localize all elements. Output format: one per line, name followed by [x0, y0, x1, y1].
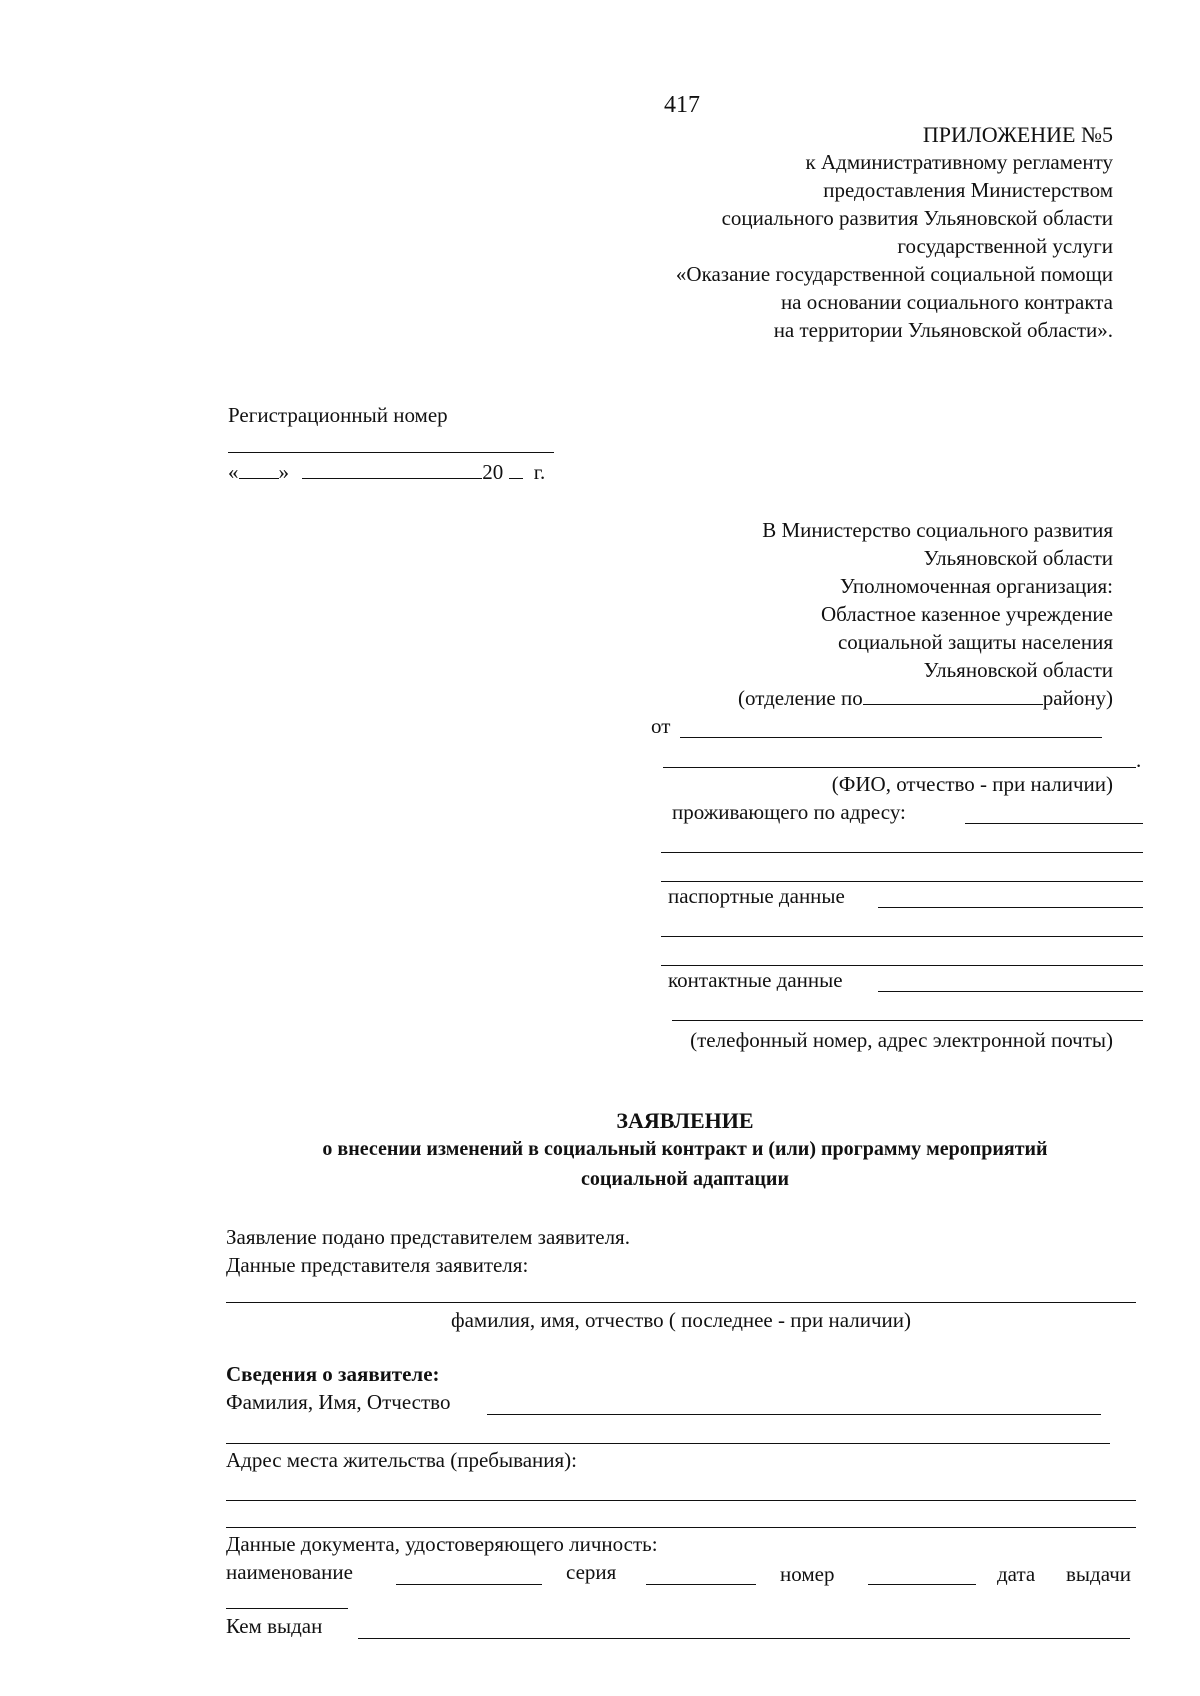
registration-date — [228, 460, 545, 485]
date-open-quote: « — [228, 460, 239, 484]
appendix-title: ПРИЛОЖЕНИЕ №5 — [922, 122, 1113, 147]
representative-name-field[interactable] — [226, 1302, 1136, 1303]
registration-number-field[interactable] — [228, 452, 554, 453]
passport-field-1[interactable] — [878, 907, 1143, 908]
id-document-label: Данные документа, удостоверяющего личность: — [226, 1532, 658, 1556]
date-day-field[interactable] — [239, 460, 279, 479]
addressee-line: В Министерство социального развития — [762, 518, 1113, 542]
passport-field-3[interactable] — [661, 965, 1143, 966]
branch-prefix: (отделение по — [737, 686, 863, 710]
statement-subtitle: о внесении изменений в социальный контракт и (или) программу мероприятий — [322, 1138, 1048, 1160]
applicant-address-field-2[interactable] — [226, 1527, 1136, 1528]
from-label: от — [651, 714, 671, 738]
contacts-field-1[interactable] — [878, 991, 1143, 992]
appendix-line: государственной услуги — [897, 234, 1113, 258]
issue-date-label-2: выдачи — [1066, 1562, 1131, 1586]
issued-by-field[interactable] — [358, 1638, 1130, 1639]
representative-data-label: Данные представителя заявителя: — [226, 1253, 529, 1277]
series-label: серия — [566, 1560, 617, 1584]
appendix-line: предоставления Министерством — [823, 178, 1113, 202]
contacts-note: (телефонный номер, адрес электронной почты) — [690, 1028, 1113, 1052]
page-number: 417 — [664, 92, 700, 118]
fio-note: (ФИО, отчество - при наличии) — [831, 772, 1113, 796]
series-field[interactable] — [646, 1584, 756, 1585]
applicant-name-field-1[interactable] — [487, 1414, 1101, 1415]
date-close-quote: » — [278, 460, 289, 484]
registration-label: Регистрационный номер — [228, 403, 448, 427]
issue-date-field[interactable] — [226, 1608, 348, 1609]
applicant-name-field-2[interactable] — [226, 1443, 1110, 1444]
address-field-3[interactable] — [661, 881, 1143, 882]
passport-label: паспортные данные — [668, 884, 845, 908]
addressee-line: социальной защиты населения — [837, 630, 1113, 654]
contacts-label: контактные данные — [668, 968, 843, 992]
from-field-period: . — [1136, 748, 1142, 772]
date-year-field[interactable] — [509, 460, 523, 479]
addressee-line: Ульяновской области — [923, 658, 1113, 682]
branch-district-field[interactable] — [863, 686, 1043, 705]
from-field-1[interactable] — [680, 737, 1102, 738]
passport-field-2[interactable] — [661, 936, 1143, 937]
applicant-address-label: Адрес места жительства (пребывания): — [226, 1448, 578, 1472]
appendix-line: «Оказание государственной социальной помощи — [675, 262, 1113, 286]
addressee-line: Областное казенное учреждение — [820, 602, 1113, 626]
doc-name-field[interactable] — [396, 1584, 542, 1585]
from-field-2[interactable] — [663, 767, 1136, 768]
statement-title: ЗАЯВЛЕНИЕ — [616, 1108, 754, 1133]
contacts-field-2[interactable] — [672, 1020, 1143, 1021]
branch-suffix: району) — [1042, 686, 1113, 710]
addressee-line: Уполномоченная организация: — [839, 574, 1113, 598]
appendix-line: к Административному регламенту — [805, 150, 1113, 174]
date-year-prefix: 20 — [482, 460, 504, 484]
appendix-line: на основании социального контракта — [780, 290, 1113, 314]
representative-caption: фамилия, имя, отчество ( последнее - при наличии) — [451, 1308, 911, 1332]
applicant-address-field-1[interactable] — [226, 1500, 1136, 1501]
representative-note: Заявление подано представителем заявителя. — [226, 1225, 630, 1249]
statement-subtitle: социальной адаптации — [581, 1168, 789, 1190]
branch-line — [738, 686, 1113, 711]
issued-by-label: Кем выдан — [226, 1614, 323, 1638]
number-label: номер — [780, 1562, 835, 1586]
number-field[interactable] — [868, 1584, 976, 1585]
issue-date-label: дата — [997, 1562, 1036, 1586]
address-field-2[interactable] — [661, 852, 1143, 853]
date-year-suffix: г. — [533, 460, 546, 484]
appendix-line: на территории Ульяновской области». — [773, 318, 1113, 342]
addressee-line: Ульяновской области — [923, 546, 1113, 570]
address-label: проживающего по адресу: — [672, 800, 906, 824]
applicant-heading: Сведения о заявителе: — [226, 1362, 440, 1386]
appendix-line: социального развития Ульяновской области — [721, 206, 1113, 230]
address-field-1[interactable] — [965, 823, 1143, 824]
doc-name-label: наименование — [226, 1560, 353, 1584]
applicant-name-label: Фамилия, Имя, Отчество — [226, 1390, 451, 1414]
date-month-field[interactable] — [302, 460, 482, 479]
